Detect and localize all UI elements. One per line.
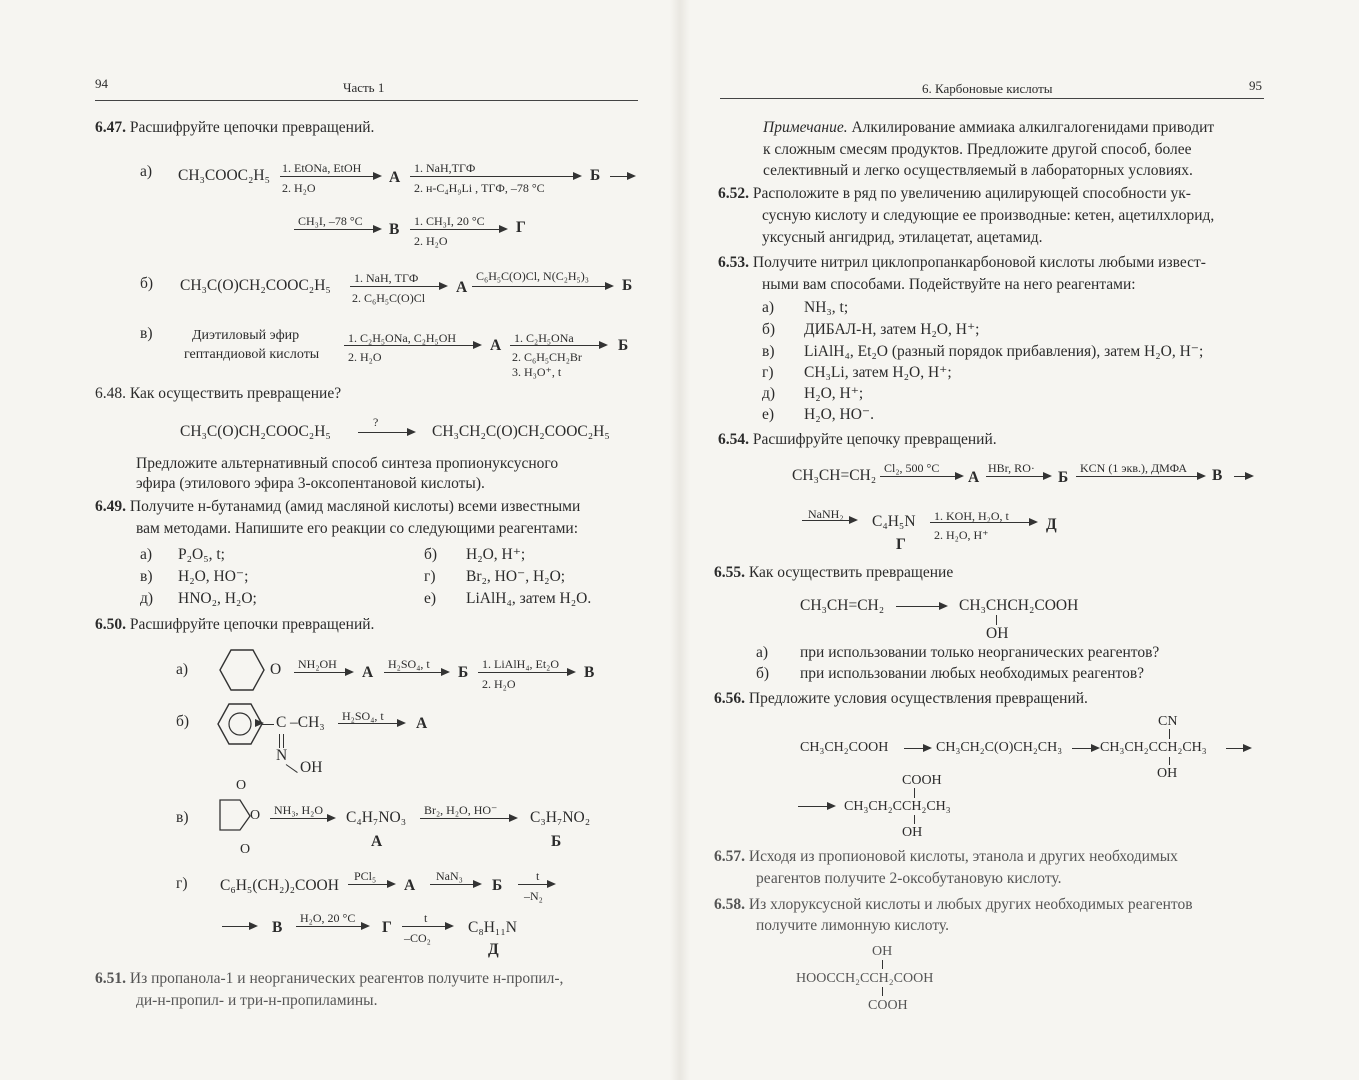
reagent: Br₂, H₂O, HO⁻ <box>424 803 498 817</box>
formula: CH₃CH=CH₂ <box>800 597 885 614</box>
compound-label: А <box>968 469 980 486</box>
reagent-text: HNO₂, H₂O; <box>178 590 257 607</box>
problem-6-51: 6.51. Из пропанола-1 и неорганических реагентов получите н-пропил-, <box>95 970 564 987</box>
formula: CH₃COOC₂H₅ <box>178 167 271 184</box>
note-line: к сложным смесям продуктов. Предложите другой способ, более <box>763 141 1192 158</box>
compound-label: В <box>584 664 595 681</box>
bond <box>914 788 915 798</box>
compound-label: А <box>389 169 401 186</box>
reaction-arrow <box>410 229 506 230</box>
reagent-item: б) <box>424 546 438 563</box>
atom-label: C <box>276 714 287 731</box>
reagent: 1. LiAlH₄, Et₂O <box>482 657 560 671</box>
reagent: H₂O, 20 °C <box>300 911 356 925</box>
reaction-arrow <box>802 520 856 521</box>
reaction-arrow <box>344 345 480 346</box>
item-label: б) <box>176 713 190 730</box>
reagent-text: при использовании только неорганических реагентов? <box>800 644 1160 661</box>
item-label: в) <box>140 325 153 342</box>
reagent-text: CH₃Li, затем H₂O, H⁺; <box>804 364 952 381</box>
reaction-arrow <box>410 176 580 177</box>
paragraph-line: ди-н-пропил- и три-н-пропиламины. <box>136 992 378 1009</box>
item-label: а) <box>176 661 189 678</box>
reagent: CH₃I, –78 °C <box>298 214 363 228</box>
reagent: 2. н-C₄H₉Li , ТГФ, –78 °С <box>414 181 545 195</box>
cyclohexanone-ring <box>218 648 268 692</box>
reagent-item: б) <box>762 321 776 338</box>
compound-label: Б <box>458 664 469 681</box>
reagent-text: Br₂, HO⁻, H₂O; <box>466 568 566 585</box>
reaction-arrow <box>904 748 930 749</box>
reaction-arrow <box>358 432 414 433</box>
reagent: t <box>424 911 428 925</box>
reagent-text: H₂O, H⁺; <box>804 385 864 402</box>
reaction-arrow <box>510 345 606 346</box>
reagent: 2. H₂O <box>348 350 382 364</box>
formula: C₄H₇NO₃ <box>346 809 407 826</box>
reagent-item: а) <box>756 644 769 661</box>
bond <box>1169 729 1170 739</box>
atom-label: –CH₃ <box>290 714 325 731</box>
paragraph-line: реагентов получите 2-оксобутановую кислоту. <box>756 870 1062 887</box>
problem-6-55: 6.55. Как осуществить превращение <box>714 564 954 581</box>
problem-6-48: 6.48. Как осуществить превращение? <box>95 385 342 402</box>
reagent: NaNH₂ <box>808 507 844 521</box>
item-label: б) <box>140 275 154 292</box>
page-number: 94 <box>95 76 108 91</box>
reaction-arrow <box>402 926 452 927</box>
formula: CH₃CHCH₂COOH <box>959 597 1079 614</box>
reaction-arrow <box>280 176 380 177</box>
reagent: 1. C₂H₅ONa, C₂H₅OH <box>348 331 457 345</box>
problem-6-47: 6.47. Расшифруйте цепочки превращений. <box>95 119 375 136</box>
reaction-arrow <box>338 723 404 724</box>
header-rule <box>95 100 638 101</box>
formula: OH <box>986 625 1009 642</box>
formula: OH <box>872 944 893 959</box>
reaction-arrow <box>384 672 448 673</box>
reagent: –CO₂ <box>404 931 431 945</box>
reaction-arrow <box>1072 748 1098 749</box>
bond <box>286 764 298 773</box>
running-head: 6. Карбоновые кислоты <box>922 81 1053 96</box>
compound-label: Б <box>551 833 562 850</box>
reagent-item: д) <box>140 590 154 607</box>
compound-label: Б <box>492 877 503 894</box>
compound-label: Д <box>1046 516 1057 533</box>
reagent: NH₃, H₂O <box>274 803 324 817</box>
formula: COOH <box>902 773 942 788</box>
reagent-text: NH₃, t; <box>804 299 849 316</box>
reaction-arrow <box>420 818 516 819</box>
reagent: t <box>536 869 540 883</box>
running-head: Часть 1 <box>343 80 385 95</box>
problem-6-54: 6.54. Расшифруйте цепочку превращений. <box>718 431 997 448</box>
compound-label: В <box>1212 467 1223 484</box>
reaction-arrow <box>472 286 612 287</box>
compound-label: Б <box>618 337 629 354</box>
reaction-arrow <box>350 286 446 287</box>
problem-6-58: 6.58. Из хлоруксусной кислоты и любых других необходимых реагентов <box>714 896 1193 913</box>
reagent: 2. H₂O, H⁺ <box>934 528 989 542</box>
reagent: HBr, RO· <box>988 461 1035 475</box>
atom-label: O <box>240 842 251 857</box>
compound-label: Б <box>1058 469 1069 486</box>
formula: C₆H₅(CH₂)₂COOH <box>220 877 339 894</box>
reaction-arrow <box>986 476 1050 477</box>
compound-label: Г <box>382 919 392 936</box>
formula: CH₃CH=CH₂ <box>792 467 877 484</box>
item-label: а) <box>140 163 153 180</box>
paragraph-line: уксусный ангидрид, этилацетат, ацетамид. <box>762 229 1043 246</box>
reagent-text: H₂O, HO⁻. <box>804 406 874 423</box>
problem-6-56: 6.56. Предложите условия осуществления превращений. <box>714 690 1088 707</box>
problem-6-57: 6.57. Исходя из пропионовой кислоты, этанола и других необходимых <box>714 848 1178 865</box>
reagent: 2. C₆H₅CH₂Br <box>512 350 582 364</box>
compound-label: А <box>404 877 416 894</box>
bond <box>882 987 883 996</box>
bond <box>882 960 883 969</box>
formula: Диэтиловый эфир <box>192 328 300 343</box>
reagent-item: д) <box>762 385 776 402</box>
reagent: KCN (1 экв.), ДМФА <box>1080 461 1188 475</box>
right-page <box>680 0 1359 1080</box>
formula: C₄H₅N <box>872 513 916 530</box>
reaction-arrow <box>270 818 334 819</box>
reagent-item: в) <box>140 568 153 585</box>
compound-label: А <box>416 715 428 732</box>
reagent: 1. NaH, ТГФ <box>354 271 419 285</box>
paragraph-line: эфира (этилового эфира 3-оксопентановой кислоты). <box>136 475 485 492</box>
formula: HOOCCH₂CCH₂COOH <box>796 971 934 986</box>
reagent-text: P₂O₅, t; <box>178 546 225 563</box>
compound-label: Б <box>622 277 633 294</box>
reagent: –N₂ <box>524 889 543 903</box>
atom-label: O <box>236 778 247 793</box>
reagent: C₆H₅C(O)Cl, N(C₂H₅)₃ <box>476 269 589 283</box>
formula: C₃H₇NO₂ <box>530 809 591 826</box>
item-label: в) <box>176 809 189 826</box>
reaction-arrow <box>348 884 394 885</box>
reagent-text: ДИБАЛ-Н, затем H₂O, H⁺; <box>804 321 980 338</box>
compound-label: В <box>389 221 400 238</box>
reaction-arrow <box>930 522 1036 523</box>
compound-label: А <box>456 279 468 296</box>
reaction-arrow <box>1234 476 1252 477</box>
reagent-item: г) <box>762 364 774 381</box>
reagent: PCl₅ <box>354 869 377 883</box>
reaction-arrow <box>296 926 368 927</box>
reagent: 2. H₂O <box>482 677 516 691</box>
reagent: NaN₃ <box>436 869 463 883</box>
formula: COOH <box>868 998 908 1013</box>
note-line: Примечание. Алкилирование аммиака алкилгалогенидами приводит <box>763 119 1215 136</box>
reaction-arrow <box>430 884 480 885</box>
formula: OH <box>1157 766 1178 781</box>
formula: C₈H₁₁N <box>468 919 517 936</box>
paragraph-line: получите лимонную кислоту. <box>756 917 949 934</box>
reagent-text: LiAlH₄, затем H₂O. <box>466 590 592 607</box>
paragraph-line: ными вам способами. Подействуйте на него реагентами: <box>762 276 1136 293</box>
compound-label: А <box>362 664 374 681</box>
reaction-arrow <box>610 176 634 177</box>
reaction-arrow <box>478 672 574 673</box>
reaction-arrow <box>896 606 946 607</box>
reagent-item: е) <box>424 590 437 607</box>
reagent: 2. H₂O <box>282 181 316 195</box>
reagent-text: при использовании любых необходимых реагентов? <box>800 665 1145 682</box>
compound-label: В <box>272 919 283 936</box>
problem-6-50: 6.50. Расшифруйте цепочки превращений. <box>95 616 375 633</box>
atom-label: N <box>276 747 288 764</box>
reagent: 1. C₂H₅ONa <box>514 331 574 345</box>
reaction-arrow <box>1226 748 1250 749</box>
atom-label: O <box>250 808 261 823</box>
paragraph-line: вам методами. Напишите его реакции со следующими реагентами: <box>136 520 579 537</box>
page-number: 95 <box>1249 78 1262 93</box>
formula: CH₃CH₂C(O)CH₂COOC₂H₅ <box>432 423 610 440</box>
formula: CH₃CH₂CCH₂CH₃ <box>844 799 951 814</box>
compound-label: А <box>490 337 502 354</box>
formula: OH <box>902 825 923 840</box>
reagent: 1. KOH, H₂O, t <box>934 509 1009 523</box>
formula: CH₃CH₂COOH <box>800 740 889 755</box>
item-label: г) <box>176 875 188 892</box>
reagent-item: в) <box>762 343 775 360</box>
problem-6-52: 6.52. Расположите в ряд по увеличению ацилирующей способности ук- <box>718 185 1191 202</box>
header-rule <box>720 98 1264 99</box>
reaction-arrow <box>518 884 554 885</box>
reagent: 2. H₂O <box>414 234 448 248</box>
reagent-item: е) <box>762 406 775 423</box>
formula: CN <box>1158 714 1178 729</box>
reagent: Cl₂, 500 °C <box>884 461 940 475</box>
reagent: NH₂OH <box>298 657 337 671</box>
formula: CH₃C(O)CH₂COOC₂H₅ <box>180 423 331 440</box>
reagent: 1. CH₃I, 20 °C <box>414 214 485 228</box>
paragraph-line: сусную кислоту и следующие ее производные: кетен, ацетилхлорид, <box>762 207 1215 224</box>
reagent-item: а) <box>140 546 153 563</box>
compound-label: Д <box>488 941 499 958</box>
reaction-arrow <box>222 926 256 927</box>
reagent: H₂SO₄, t <box>388 657 430 671</box>
reagent: 3. H₃O⁺, t <box>512 365 562 379</box>
reagent-text: LiAlH₄, Et₂O (разный порядок прибавления), затем H₂O, H⁻; <box>804 343 1204 360</box>
bond <box>262 724 274 725</box>
compound-label: Г <box>516 219 526 236</box>
formula: CH₃CH₂CCH₂CH₃ <box>1100 740 1207 755</box>
atom-label: O <box>270 661 282 678</box>
reagent: 1. NaH,ТГФ <box>414 161 476 175</box>
reaction-arrow <box>798 806 834 807</box>
paragraph-line: Предложите альтернативный способ синтеза пропионуксусного <box>136 455 559 472</box>
reagent-item: г) <box>424 568 436 585</box>
reagent-item: а) <box>762 299 775 316</box>
compound-label: А <box>371 833 383 850</box>
formula: гептандиовой кислоты <box>184 347 320 362</box>
reagent: H₂SO₄, t <box>342 709 384 723</box>
note-line: селективный и легко осуществляемый в лабораторных условиях. <box>763 162 1193 179</box>
reagent-item: б) <box>756 665 770 682</box>
formula: CH₃CH₂C(O)CH₂CH₃ <box>936 740 1063 755</box>
problem-6-53: 6.53. Получите нитрил циклопропанкарбоновой кислоты любыми извест- <box>718 254 1206 271</box>
reaction-arrow <box>294 672 352 673</box>
reagent-text: H₂O, H⁺; <box>466 546 526 563</box>
reaction-arrow <box>1076 476 1204 477</box>
reagent: ? <box>373 415 379 429</box>
problem-6-49: 6.49. Получите н-бутанамид (амид масляной кислоты) всеми известными <box>95 498 581 515</box>
compound-label: Б <box>590 167 601 184</box>
atom-label: OH <box>300 759 323 776</box>
reagent: 2. C₆H₅C(O)Cl <box>352 291 426 305</box>
reagent: 1. EtONa, EtOH <box>282 161 362 175</box>
reaction-arrow <box>880 476 962 477</box>
reaction-arrow <box>294 229 380 230</box>
formula: CH₃C(O)CH₂COOC₂H₅ <box>180 277 331 294</box>
compound-label: Г <box>896 536 906 553</box>
reagent-text: H₂O, HO⁻; <box>178 568 249 585</box>
